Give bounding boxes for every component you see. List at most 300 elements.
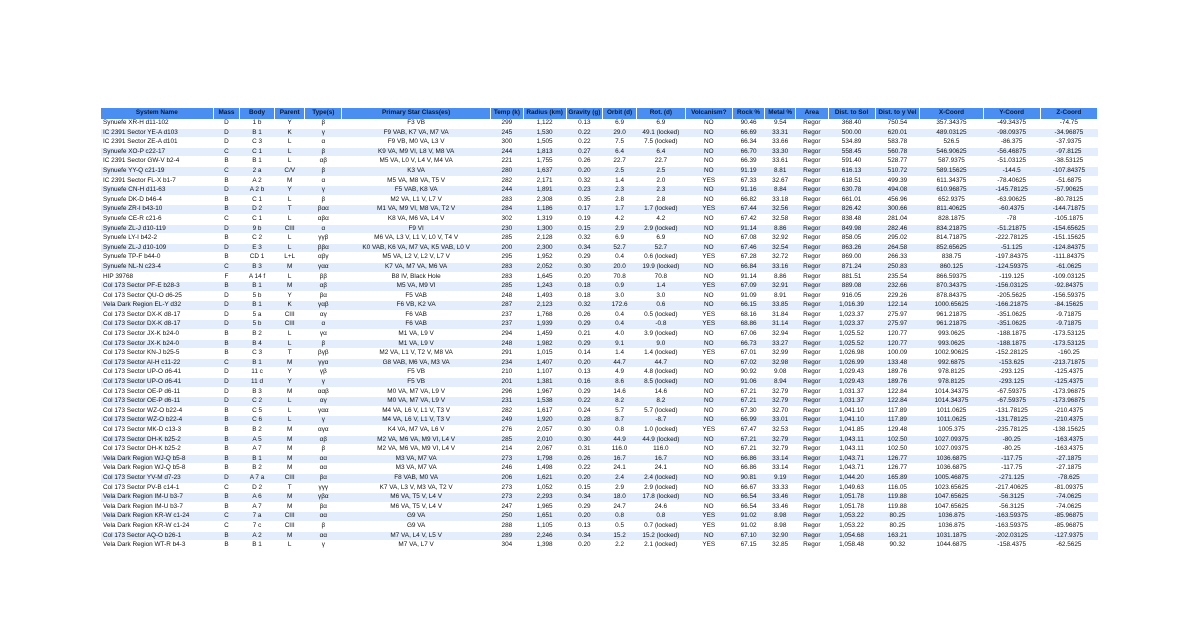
- table-cell: 1027.09375: [920, 445, 983, 455]
- table-cell: Col 173 Sector DH-K b25-2: [101, 445, 213, 455]
- table-cell: 67.21: [732, 397, 765, 407]
- table-cell: 33.85: [765, 301, 796, 311]
- table-cell: 66.82: [732, 195, 765, 205]
- table-cell: 1,459: [523, 330, 566, 340]
- table-cell: -222.78125: [983, 234, 1040, 244]
- table-row[interactable]: [101, 195, 1098, 205]
- table-cell: 1,026.98: [828, 349, 875, 359]
- table-row[interactable]: [101, 234, 1098, 244]
- table-cell: -138.15625: [1040, 426, 1097, 436]
- table-cell: 129.48: [875, 426, 920, 436]
- table-cell: 0.5 (locked): [636, 310, 685, 320]
- table-cell: 1.4: [603, 176, 637, 186]
- table-cell: 1036.875: [920, 512, 983, 522]
- table-cell: 275.97: [875, 310, 920, 320]
- table-cell: 44.9: [603, 435, 637, 445]
- table-cell: Regor: [795, 445, 828, 455]
- table-cell: NO: [685, 272, 732, 282]
- table-cell: 33.61: [765, 157, 796, 167]
- table-cell: 33.66: [765, 138, 796, 148]
- table-cell: -163.59375: [983, 512, 1040, 522]
- table-cell: 200: [491, 243, 524, 253]
- table-row[interactable]: [101, 483, 1098, 493]
- table-cell: 66.39: [732, 157, 765, 167]
- table-cell: 1023.65625: [920, 483, 983, 493]
- table-cell: 90.32: [875, 541, 920, 551]
- table-cell: F9 VAB, K7 VA, M7 VA: [342, 128, 491, 138]
- table-row[interactable]: [101, 119, 1098, 128]
- table-cell: NO: [685, 128, 732, 138]
- table-row[interactable]: [101, 243, 1098, 253]
- table-cell: B8 IV, Black Hole: [342, 272, 491, 282]
- column-header[interactable]: Gravity (g): [566, 108, 603, 119]
- table-row[interactable]: [101, 310, 1098, 320]
- table-cell: 1,319: [523, 214, 566, 224]
- table-cell: 273: [491, 493, 524, 503]
- table-cell: 67.21: [732, 387, 765, 397]
- table-cell: 24.1: [636, 464, 685, 474]
- column-header[interactable]: Metal %: [765, 108, 796, 119]
- table-cell: Col 173 Sector JX-K b24-0: [101, 330, 213, 340]
- table-cell: 32.79: [765, 387, 796, 397]
- table-cell: 246: [491, 464, 524, 474]
- table-cell: 2,057: [523, 426, 566, 436]
- table-cell: M: [274, 454, 305, 464]
- table-cell: Regor: [795, 272, 828, 282]
- column-header[interactable]: Temp (k): [491, 108, 524, 119]
- table-cell: Y: [274, 378, 305, 388]
- table-cell: 878.84375: [920, 291, 983, 301]
- table-cell: 546.90625: [920, 147, 983, 157]
- column-header[interactable]: X-Coord: [920, 108, 983, 119]
- table-cell: NO: [685, 138, 732, 148]
- table-row[interactable]: [101, 128, 1098, 138]
- table-cell: B: [213, 445, 240, 455]
- table-cell: B 1: [240, 301, 275, 311]
- column-header[interactable]: Type(s): [305, 108, 342, 119]
- table-row[interactable]: [101, 166, 1098, 176]
- column-header[interactable]: Radius (km): [523, 108, 566, 119]
- table-cell: 589.15625: [920, 166, 983, 176]
- table-cell: 1,043.11: [828, 445, 875, 455]
- table-cell: A 7 a: [240, 473, 275, 483]
- table-row[interactable]: [101, 435, 1098, 445]
- table-row[interactable]: [101, 349, 1098, 359]
- table-cell: C 5: [240, 406, 275, 416]
- table-cell: L: [274, 195, 305, 205]
- column-header[interactable]: Primary Star Class(es): [342, 108, 491, 119]
- table-cell: 6.9: [603, 234, 637, 244]
- table-cell: 275.97: [875, 320, 920, 330]
- table-cell: -74.75: [1040, 119, 1097, 128]
- table-cell: 860.125: [920, 262, 983, 272]
- table-cell: Regor: [795, 339, 828, 349]
- table-cell: 22.7: [603, 157, 637, 167]
- table-cell: NO: [685, 483, 732, 493]
- table-cell: Col 173 Sector DX-K d8-17: [101, 320, 213, 330]
- table-cell: 2,067: [523, 445, 566, 455]
- table-cell: 231: [491, 397, 524, 407]
- table-row[interactable]: [101, 186, 1098, 196]
- table-cell: 32.99: [765, 349, 796, 359]
- column-header[interactable]: Y-Coord: [983, 108, 1040, 119]
- table-cell: Vela Dark Region EL-Y d32: [101, 301, 213, 311]
- table-cell: -74.0625: [1040, 502, 1097, 512]
- table-cell: 126.77: [875, 454, 920, 464]
- table-cell: 32.90: [765, 531, 796, 541]
- table-cell: M3 VA, M7 VA: [342, 464, 491, 474]
- table-cell: -144.71875: [1040, 205, 1097, 215]
- table-cell: NO: [685, 531, 732, 541]
- table-cell: NO: [685, 387, 732, 397]
- table-cell: 0.35: [566, 195, 603, 205]
- table-row[interactable]: [101, 147, 1098, 157]
- table-cell: 1,498: [523, 464, 566, 474]
- table-cell: -173.53125: [1040, 339, 1097, 349]
- table-cell: 66.67: [732, 483, 765, 493]
- table-cell: 0.14: [566, 349, 603, 359]
- column-header[interactable]: Parent: [274, 108, 305, 119]
- table-cell: γ: [305, 416, 342, 426]
- table-cell: 5 a: [240, 310, 275, 320]
- table-cell: 858.05: [828, 234, 875, 244]
- table-cell: -173.96875: [1040, 397, 1097, 407]
- table-cell: 24.1: [603, 464, 637, 474]
- table-cell: 264.58: [875, 243, 920, 253]
- table-cell: CIII: [274, 320, 305, 330]
- table-cell: 122.14: [875, 301, 920, 311]
- column-header[interactable]: System Name: [101, 108, 213, 119]
- table-cell: 66.70: [732, 147, 765, 157]
- table-cell: -9.71875: [1040, 320, 1097, 330]
- table-cell: 870.34375: [920, 282, 983, 292]
- table-row[interactable]: [101, 301, 1098, 311]
- table-cell: Regor: [795, 502, 828, 512]
- table-cell: αα: [305, 464, 342, 474]
- table-cell: 1,053.22: [828, 521, 875, 531]
- table-cell: NO: [685, 291, 732, 301]
- table-cell: CD 1: [240, 253, 275, 263]
- table-cell: 8.86: [765, 224, 796, 234]
- table-row[interactable]: [101, 205, 1098, 215]
- table-cell: Col 173 Sector AQ-O b26-1: [101, 531, 213, 541]
- table-cell: Regor: [795, 320, 828, 330]
- table-cell: 248: [491, 339, 524, 349]
- table-cell: Regor: [795, 493, 828, 503]
- table-row[interactable]: [101, 473, 1098, 483]
- table-cell: 117.89: [875, 406, 920, 416]
- table-cell: -131.78125: [983, 406, 1040, 416]
- table-cell: F6 VAB: [342, 320, 491, 330]
- column-header[interactable]: Dist. to y Vel: [875, 108, 920, 119]
- table-cell: 67.09: [732, 282, 765, 292]
- table-row[interactable]: [101, 521, 1098, 531]
- column-header[interactable]: Body: [240, 108, 275, 119]
- table-row[interactable]: [101, 330, 1098, 340]
- table-cell: 0.29: [566, 387, 603, 397]
- table-cell: 1,186: [523, 205, 566, 215]
- table-cell: 1,530: [523, 128, 566, 138]
- table-row[interactable]: [101, 320, 1098, 330]
- column-header[interactable]: Mass: [213, 108, 240, 119]
- table-cell: Regor: [795, 224, 828, 234]
- table-row[interactable]: [101, 272, 1098, 282]
- table-row[interactable]: [101, 157, 1098, 167]
- table-cell: 992.6875: [920, 358, 983, 368]
- table-cell: B 2: [240, 330, 275, 340]
- table-row[interactable]: [101, 358, 1098, 368]
- table-cell: 2.3: [636, 186, 685, 196]
- table-cell: 33.01: [765, 416, 796, 426]
- table-cell: -56.3125: [983, 502, 1040, 512]
- table-cell: 8.6: [603, 378, 637, 388]
- table-cell: NO: [685, 445, 732, 455]
- table-row[interactable]: [101, 214, 1098, 224]
- table-cell: C 2: [240, 397, 275, 407]
- table-cell: C: [213, 521, 240, 531]
- table-cell: 122.84: [875, 397, 920, 407]
- table-cell: 67.33: [732, 176, 765, 186]
- table-row[interactable]: [101, 138, 1098, 148]
- table-cell: B: [213, 339, 240, 349]
- table-cell: 0.8: [603, 426, 637, 436]
- table-row[interactable]: [101, 416, 1098, 426]
- table-cell: 283: [491, 195, 524, 205]
- table-row[interactable]: [101, 262, 1098, 272]
- table-row[interactable]: [101, 282, 1098, 292]
- table-cell: 285: [491, 234, 524, 244]
- table-cell: D: [213, 368, 240, 378]
- table-cell: D: [213, 320, 240, 330]
- table-row[interactable]: [101, 541, 1098, 551]
- table-cell: 0.17: [566, 205, 603, 215]
- table-cell: NO: [685, 358, 732, 368]
- table-cell: 66.73: [732, 339, 765, 349]
- table-cell: B 1: [240, 541, 275, 551]
- column-header[interactable]: Rock %: [732, 108, 765, 119]
- column-header[interactable]: Orbit (d): [603, 108, 637, 119]
- table-cell: 2.2: [603, 541, 637, 551]
- table-row[interactable]: [101, 291, 1098, 301]
- table-cell: YES: [685, 253, 732, 263]
- table-row[interactable]: [101, 406, 1098, 416]
- table-row[interactable]: [101, 502, 1098, 512]
- table-cell: 0.18: [566, 291, 603, 301]
- table-cell: 1,243: [523, 282, 566, 292]
- table-cell: Regor: [795, 262, 828, 272]
- table-cell: 2,052: [523, 262, 566, 272]
- table-cell: 33.33: [765, 483, 796, 493]
- table-row[interactable]: [101, 224, 1098, 234]
- table-cell: B 1: [240, 454, 275, 464]
- table-cell: Regor: [795, 138, 828, 148]
- table-row[interactable]: [101, 493, 1098, 503]
- table-cell: -202.03125: [983, 531, 1040, 541]
- table-cell: 499.39: [875, 176, 920, 186]
- table-cell: M6 VA, L3 V, L1 V, L0 V, T4 V: [342, 234, 491, 244]
- table-cell: -205.5625: [983, 291, 1040, 301]
- table-cell: 814.71875: [920, 234, 983, 244]
- table-cell: Synuefe ZL-J d10-119: [101, 224, 213, 234]
- table-cell: 273: [491, 483, 524, 493]
- table-cell: -188.1875: [983, 330, 1040, 340]
- column-header[interactable]: Volcanism?: [685, 108, 732, 119]
- table-cell: M: [274, 262, 305, 272]
- table-cell: A 2 b: [240, 186, 275, 196]
- table-cell: 1044.6875: [920, 541, 983, 551]
- table-cell: Col 173 Sector QU-O d6-25: [101, 291, 213, 301]
- table-cell: K4 VA, M7 VA, L6 V: [342, 426, 491, 436]
- table-cell: 0.23: [566, 186, 603, 196]
- table-row[interactable]: [101, 464, 1098, 474]
- table-cell: -188.1875: [983, 339, 1040, 349]
- table-cell: Regor: [795, 195, 828, 205]
- table-cell: -34.96875: [1040, 128, 1097, 138]
- table-cell: L: [274, 157, 305, 167]
- table-cell: -85.96875: [1040, 512, 1097, 522]
- table-cell: 1,107: [523, 368, 566, 378]
- table-cell: -145.78125: [983, 186, 1040, 196]
- table-cell: A 5: [240, 435, 275, 445]
- table-cell: B: [213, 464, 240, 474]
- table-cell: 91.16: [732, 186, 765, 196]
- table-cell: YES: [685, 426, 732, 436]
- table-cell: 294: [491, 330, 524, 340]
- table-cell: αβ: [305, 157, 342, 167]
- table-cell: 9.08: [765, 368, 796, 378]
- table-cell: 14.6: [603, 387, 637, 397]
- table-cell: 1.7: [603, 205, 637, 215]
- table-cell: 266.33: [875, 253, 920, 263]
- table-cell: 849.98: [828, 224, 875, 234]
- table-cell: Synuefe CN-H d11-63: [101, 186, 213, 196]
- column-header[interactable]: Dist. to Sol: [828, 108, 875, 119]
- table-cell: F3 VB: [342, 119, 491, 128]
- table-cell: -51.125: [983, 243, 1040, 253]
- table-cell: B: [213, 157, 240, 167]
- table-cell: 1,026.99: [828, 358, 875, 368]
- table-cell: M5 VA, M9 VI: [342, 282, 491, 292]
- table-row[interactable]: [101, 397, 1098, 407]
- table-cell: 828.1875: [920, 214, 983, 224]
- table-cell: IC 2391 Sector ZE-A d101: [101, 138, 213, 148]
- table-cell: -51.6875: [1040, 176, 1097, 186]
- table-cell: Col 173 Sector JX-K b24-0: [101, 339, 213, 349]
- table-cell: 33.30: [765, 147, 796, 157]
- table-cell: 0.7 (locked): [636, 521, 685, 531]
- column-header[interactable]: Rot. (d): [636, 108, 685, 119]
- table-cell: -127.9375: [1040, 531, 1097, 541]
- table-cell: 871.24: [828, 262, 875, 272]
- table-cell: -163.4375: [1040, 445, 1097, 455]
- table-cell: 1,621: [523, 473, 566, 483]
- table-cell: Synuefe TP-F b44-0: [101, 253, 213, 263]
- table-row[interactable]: [101, 339, 1098, 349]
- table-cell: -84.15625: [1040, 301, 1097, 311]
- table-cell: 120.77: [875, 330, 920, 340]
- table-cell: 67.21: [732, 435, 765, 445]
- table-cell: Y: [274, 119, 305, 128]
- table-cell: 33.27: [765, 339, 796, 349]
- table-cell: M: [274, 531, 305, 541]
- systems-table: [101, 108, 1098, 551]
- table-cell: 630.78: [828, 186, 875, 196]
- table-cell: L: [274, 147, 305, 157]
- table-cell: 120.77: [875, 339, 920, 349]
- table-cell: Vela Dark Region WT-R b4-3: [101, 541, 213, 551]
- table-cell: NO: [685, 378, 732, 388]
- table-cell: 1047.65625: [920, 493, 983, 503]
- table-cell: 8.84: [765, 186, 796, 196]
- table-cell: -160.25: [1040, 349, 1097, 359]
- table-cell: Regor: [795, 464, 828, 474]
- table-row[interactable]: [101, 454, 1098, 464]
- table-cell: 2.9: [603, 483, 637, 493]
- table-cell: 44.9 (locked): [636, 435, 685, 445]
- table-cell: B 3: [240, 387, 275, 397]
- table-row[interactable]: [101, 368, 1098, 378]
- table-row[interactable]: [101, 253, 1098, 263]
- table-cell: L+L: [274, 253, 305, 263]
- table-cell: YES: [685, 282, 732, 292]
- table-row[interactable]: [101, 426, 1098, 436]
- table-cell: 133.48: [875, 358, 920, 368]
- table-cell: α: [305, 176, 342, 186]
- table-row[interactable]: [101, 512, 1098, 522]
- table-cell: β: [305, 445, 342, 455]
- table-cell: YES: [685, 310, 732, 320]
- table-cell: 70.8: [636, 272, 685, 282]
- table-cell: -154.65625: [1040, 224, 1097, 234]
- table-cell: 11 c: [240, 368, 275, 378]
- table-row[interactable]: [101, 445, 1098, 455]
- column-header[interactable]: Area: [795, 108, 828, 119]
- table-cell: 90.81: [732, 473, 765, 483]
- table-cell: 2,123: [523, 301, 566, 311]
- table-cell: 852.65625: [920, 243, 983, 253]
- table-cell: 1,025.52: [828, 339, 875, 349]
- table-cell: K7 VA, M7 VA, M6 VA: [342, 262, 491, 272]
- table-row[interactable]: [101, 531, 1098, 541]
- table-cell: 291: [491, 349, 524, 359]
- table-cell: 0.30: [566, 435, 603, 445]
- table-cell: 1036.875: [920, 521, 983, 531]
- column-header[interactable]: Z-Coord: [1040, 108, 1097, 119]
- table-row[interactable]: [101, 176, 1098, 186]
- table-cell: Y: [274, 368, 305, 378]
- table-cell: NO: [685, 243, 732, 253]
- table-cell: 558.45: [828, 147, 875, 157]
- table-cell: 1,025.52: [828, 330, 875, 340]
- table-cell: Col 173 Sector UP-O d6-41: [101, 378, 213, 388]
- table-cell: -163.59375: [983, 521, 1040, 531]
- table-cell: 249: [491, 416, 524, 426]
- table-cell: M: [274, 387, 305, 397]
- table-cell: -78.40625: [983, 176, 1040, 186]
- table-cell: 67.10: [732, 531, 765, 541]
- table-cell: 232.66: [875, 282, 920, 292]
- table-cell: M5 VA, L0 V, L4 V, M4 VA: [342, 157, 491, 167]
- table-cell: B: [213, 406, 240, 416]
- table-cell: 33.31: [765, 128, 796, 138]
- table-row[interactable]: [101, 387, 1098, 397]
- table-row[interactable]: [101, 378, 1098, 388]
- table-cell: 6.4: [603, 147, 637, 157]
- table-cell: M0 VA, M7 VA, L9 V: [342, 387, 491, 397]
- table-cell: C: [213, 214, 240, 224]
- table-cell: γαα: [305, 406, 342, 416]
- table-cell: 0.18: [566, 282, 603, 292]
